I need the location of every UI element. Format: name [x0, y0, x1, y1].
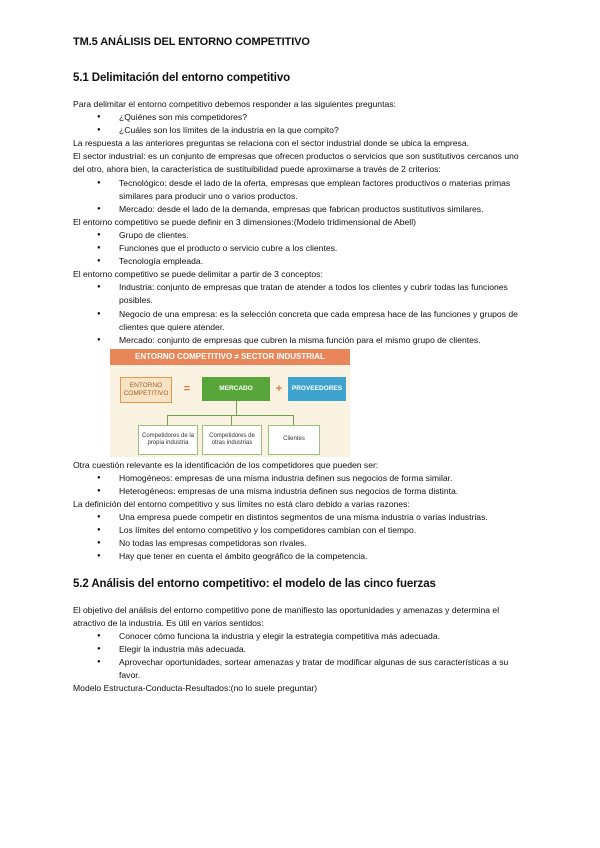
- conceptos-list: [73, 281, 527, 346]
- razones-list: [73, 511, 527, 563]
- list-item: ● Heterogéneos: empresas de una misma industria definen sus negocios de forma distinta.: [119, 485, 527, 498]
- criterios-list: [73, 177, 527, 216]
- diagram-banner: ENTORNO COMPETITIVO ≠ SECTOR INDUSTRIAL: [110, 349, 350, 365]
- paragraph-conceptos: El entorno competitivo se puede delimitar a partir de 3 conceptos:: [73, 269, 323, 280]
- paragraph-intro: Para delimitar el entorno competitivo debemos responder a las siguientes preguntas:: [73, 99, 396, 109]
- list-item: ● Industria: conjunto de empresas que tratan de atender a todos los clientes y cubrir todas las funciones posibles.: [119, 281, 527, 307]
- diagram-plus-sign: +: [275, 382, 283, 395]
- section-1-heading: 5.1 Delimitación del entorno competitivo: [73, 72, 291, 84]
- section-2-heading: 5.2 Análisis del entorno competitivo: el modelo de las cinco fuerzas: [73, 577, 436, 590]
- list-item: ● Aprovechar oportunidades, sortear amenazas y tratar de modificar algunas de sus características a su favor.: [119, 656, 527, 682]
- paragraph-modelo: Modelo Estructura-Conducta-Resultados:(no lo suele preguntar): [73, 683, 318, 694]
- paragraph-objetivo: El objetivo del análisis del entorno competitivo pone de manifiesto las oportunidades y amenazas y determina el atractivo de la industria. Es útil en varios sentidos:: [73, 604, 500, 628]
- diagram-connector-vertical: [236, 401, 237, 415]
- list-item: ● Una empresa puede competir en distintos segmentos de una misma industria o varias industrias.: [119, 511, 527, 524]
- paragraph-dimensiones: El entorno competitivo se puede definir en 3 dimensiones:(Modelo tridimensional de Abell): [73, 216, 416, 227]
- diagram-competidores-propia-box: Competidores de la propia industria: [138, 425, 198, 455]
- list-item: ● Mercado: conjunto de empresas que cubren la misma función para el mismo grupo de clientes.: [119, 334, 527, 347]
- list-item: ● ¿Cuáles son los límites de la industria en la que compito?: [119, 124, 527, 137]
- list-item: ● Mercado: desde el lado de la demanda, empresas que fabrican productos sustitutivos similares.: [119, 203, 527, 216]
- list-item: ● Funciones que el producto o servicio cubre a los clientes.: [119, 242, 527, 255]
- tipos-list: [73, 472, 527, 498]
- list-item: ● ¿Quiénes son mis competidores?: [119, 111, 527, 124]
- diagram-connector-left: [167, 415, 168, 425]
- document-title: TM.5 ANÁLISIS DEL ENTORNO COMPETITIVO: [73, 36, 310, 48]
- list-item: ● No todas las empresas competidoras son rivales.: [119, 537, 527, 550]
- diagram-entorno-box: ENTORNO COMPETITIVO: [120, 377, 172, 403]
- diagram-equals-sign: =: [183, 382, 191, 395]
- questions-list: [73, 111, 527, 137]
- entorno-sector-diagram: [110, 349, 350, 457]
- list-item: ● Negocio de una empresa: es la selección concreta que cada empresa hace de las funciones y grupos de clientes que quiere atender.: [119, 308, 527, 334]
- list-item: ● Hay que tener en cuenta el ámbito geográfico de la competencia.: [119, 550, 527, 563]
- list-item: ● Elegir la industria más adecuada.: [119, 643, 527, 656]
- paragraph-definicion: La definición del entorno competitivo y sus límites no está claro debido a varias razones:: [73, 499, 410, 510]
- list-item: ● Conocer cómo funciona la industria y elegir la estrategia competitiva más adecuada.: [119, 630, 527, 643]
- list-item: ● Los límites del entorno competitivo y los competidores cambian con el tiempo.: [119, 524, 527, 537]
- diagram-proveedores-box: PROVEEDORES: [288, 377, 346, 401]
- diagram-connector-mid: [231, 415, 232, 425]
- paragraph-respuesta: La respuesta a las anteriores preguntas se relaciona con el sector industrial donde se ubica la empresa.: [73, 138, 470, 149]
- list-item: ● Tecnológico: desde el lado de la oferta, empresas que emplean factores productivos o materias primas similares para producir uno o varios productos.: [119, 177, 527, 203]
- document-page: [73, 36, 527, 695]
- list-item: ● Grupo de clientes.: [119, 229, 527, 242]
- diagram-connector-right: [293, 415, 294, 425]
- sentidos-list: [73, 630, 527, 682]
- diagram-competidores-otras-box: Competidores de otras industrias: [202, 425, 262, 455]
- list-item: ● Tecnología empleada.: [119, 255, 527, 268]
- diagram-clientes-box: Clientes: [268, 425, 320, 455]
- diagram-mercado-box: MERCADO: [202, 377, 270, 401]
- paragraph-sector: El sector industrial: es un conjunto de empresas que ofrecen productos o servicios que son sustitutivos cercanos uno del otro, ahora bien, la característica de sustituibilidad puede aproximarse a través de 2 criterios:: [73, 151, 519, 175]
- list-item: ● Homogéneos: empresas de una misma industria definen sus negocios de forma similar.: [119, 472, 527, 485]
- dimensiones-list: [73, 229, 527, 268]
- paragraph-competidores: Otra cuestión relevante es la identificación de los competidores que pueden ser:: [73, 459, 379, 470]
